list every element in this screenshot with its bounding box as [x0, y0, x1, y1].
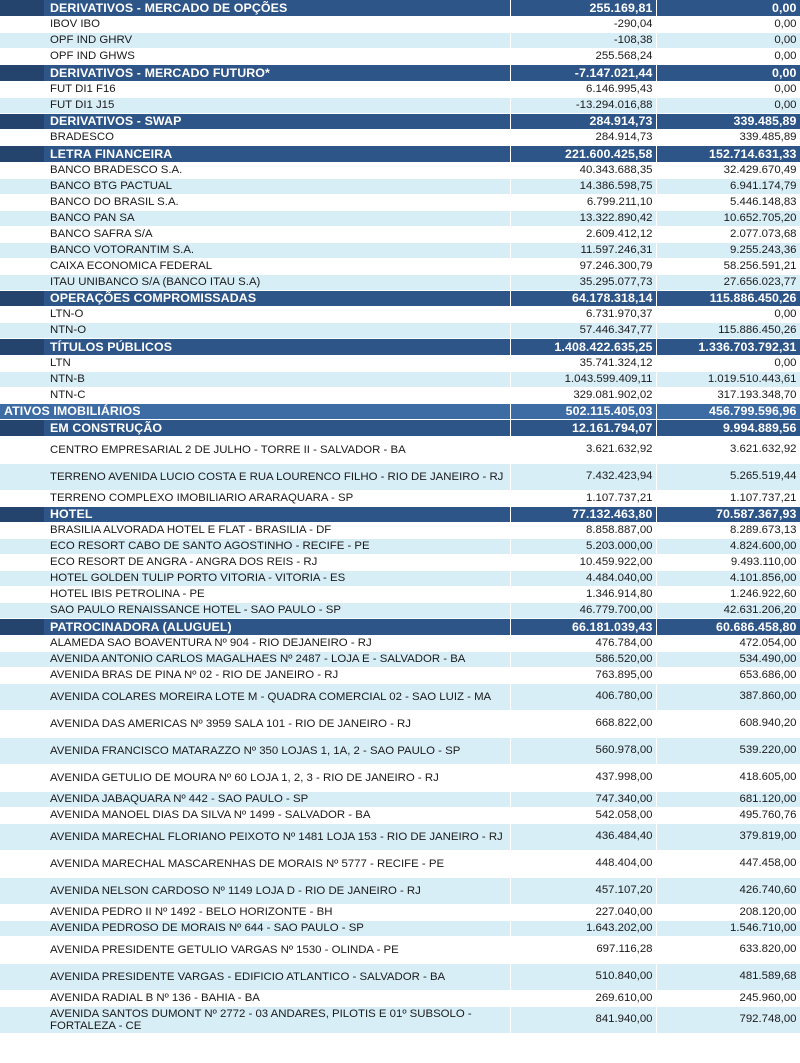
section-accent-bar — [0, 0, 44, 16]
value-current: 64.178.318,14 — [510, 290, 656, 307]
row-label — [0, 603, 510, 619]
value-current: 7.432.423,94 — [510, 463, 656, 490]
row-label — [0, 667, 510, 683]
section-label — [0, 113, 510, 130]
label-text: NTN-O — [50, 324, 87, 337]
value-previous: 317.193.348,70 — [656, 387, 800, 403]
value-previous: 681.120,00 — [656, 791, 800, 807]
label-text: BANCO BTG PACTUAL — [50, 179, 172, 192]
value-previous: 339.485,89 — [656, 130, 800, 146]
table-row — [0, 667, 800, 683]
value-previous: 58.256.591,21 — [656, 258, 800, 274]
value-previous: 208.120,00 — [656, 904, 800, 920]
value-previous: 539.220,00 — [656, 737, 800, 764]
row-label — [0, 49, 510, 65]
section-label — [0, 65, 510, 82]
value-current: 40.343.688,35 — [510, 162, 656, 178]
value-previous: 472.054,00 — [656, 635, 800, 651]
value-previous: 481.589,68 — [656, 963, 800, 990]
table-row — [0, 555, 800, 571]
table-row — [0, 710, 800, 737]
row-label — [0, 258, 510, 274]
value-previous: 1.336.703.792,31 — [656, 339, 800, 356]
row-label — [0, 651, 510, 667]
table-row — [0, 936, 800, 963]
row-label — [0, 97, 510, 113]
table-row — [0, 523, 800, 539]
table-row — [0, 963, 800, 990]
row-label — [0, 1006, 510, 1033]
label-text: BANCO VOTORANTIM S.A. — [50, 243, 195, 256]
label-text: BANCO PAN SA — [50, 211, 135, 224]
table-row — [0, 807, 800, 823]
value-current: 697.116,28 — [510, 936, 656, 963]
section-accent-bar — [0, 420, 44, 436]
value-current: 6.731.970,37 — [510, 307, 656, 323]
row-label — [0, 635, 510, 651]
section-accent-bar — [0, 507, 44, 523]
label-text: ALAMEDA SAO BOAVENTURA Nº 904 - RIO DEJANEIRO - RJ — [50, 636, 372, 649]
row-label — [0, 850, 510, 877]
row-label — [0, 490, 510, 506]
row-label — [0, 571, 510, 587]
value-current: 77.132.463,80 — [510, 506, 656, 523]
table-row — [0, 355, 800, 371]
row-label — [0, 710, 510, 737]
label-text: BANCO DO BRASIL S.A. — [50, 195, 179, 208]
value-current: 46.779.700,00 — [510, 603, 656, 619]
label-text: TERRENO COMPLEXO IMOBILIARIO ARARAQUARA - SP — [50, 491, 354, 504]
value-current: 437.998,00 — [510, 764, 656, 791]
label-text: DERIVATIVOS - MERCADO FUTURO* — [50, 65, 270, 80]
row-label — [0, 877, 510, 904]
value-current: 586.520,00 — [510, 651, 656, 667]
value-previous: 0,00 — [656, 355, 800, 371]
value-current: 2.609.412,12 — [510, 226, 656, 242]
section-accent-bar — [0, 65, 44, 81]
row-label — [0, 555, 510, 571]
table-row — [0, 737, 800, 764]
value-current: 35.741.324,12 — [510, 355, 656, 371]
table-row — [0, 990, 800, 1006]
table-row — [0, 877, 800, 904]
value-previous: 70.587.367,93 — [656, 506, 800, 523]
value-current: -108,38 — [510, 33, 656, 49]
label-text: AVENIDA PRESIDENTE VARGAS - EDIFICIO ATLANTICO - SALVADOR - BA — [50, 970, 446, 983]
value-current: 542.058,00 — [510, 807, 656, 823]
row-label — [0, 539, 510, 555]
row-label — [0, 764, 510, 791]
row-label — [0, 355, 510, 371]
value-previous: 2.077.073,68 — [656, 226, 800, 242]
value-current: 284.914,73 — [510, 130, 656, 146]
row-label — [0, 523, 510, 539]
section-header-row — [0, 146, 800, 163]
row-label — [0, 210, 510, 226]
value-current: 3.621.632,92 — [510, 436, 656, 463]
label-text: LTN-O — [50, 308, 84, 321]
table-row — [0, 307, 800, 323]
value-previous: 3.621.632,92 — [656, 436, 800, 463]
row-label — [0, 162, 510, 178]
label-text: ECO RESORT CABO DE SANTO AGOSTINHO - RECIFE - PE — [50, 540, 370, 553]
label-text: FUT DI1 F16 — [50, 82, 116, 95]
value-previous: 27.656.023,77 — [656, 274, 800, 290]
section-label — [0, 506, 510, 523]
row-label — [0, 178, 510, 194]
table-row — [0, 130, 800, 146]
value-current: 8.858.887,00 — [510, 523, 656, 539]
value-previous: 1.546.710,00 — [656, 920, 800, 936]
row-label — [0, 990, 510, 1006]
value-previous: 115.886.450,26 — [656, 290, 800, 307]
value-current: 1.043.599.409,11 — [510, 371, 656, 387]
row-label — [0, 81, 510, 97]
section-label — [0, 146, 510, 163]
row-label — [0, 436, 510, 463]
label-text: AVENIDA COLARES MOREIRA LOTE M - QUADRA COMERCIAL 02 - SAO LUIZ - MA — [50, 690, 492, 703]
table-row — [0, 791, 800, 807]
table-row — [0, 603, 800, 619]
value-previous: 5.446.148,83 — [656, 194, 800, 210]
value-current: 6.799.211,10 — [510, 194, 656, 210]
value-previous: 426.740,60 — [656, 877, 800, 904]
value-previous: 0,00 — [656, 0, 800, 17]
row-label — [0, 17, 510, 33]
row-label — [0, 242, 510, 258]
label-text: DERIVATIVOS - SWAP — [50, 114, 182, 128]
label-text: HOTEL IBIS PETROLINA - PE — [50, 588, 205, 601]
row-label — [0, 33, 510, 49]
label-text: AVENIDA PEDROSO DE MORAIS Nº 644 - SAO PAULO - SP — [50, 921, 364, 934]
value-previous: 4.824.600,00 — [656, 539, 800, 555]
row-label — [0, 587, 510, 603]
label-text: LETRA FINANCEIRA — [50, 146, 173, 161]
table-row — [0, 226, 800, 242]
label-text: NTN-C — [50, 388, 86, 401]
value-current: 1.643.202,00 — [510, 920, 656, 936]
label-text: AVENIDA JABAQUARA Nº 442 - SAO PAULO - SP — [50, 792, 309, 805]
value-previous: 339.485,89 — [656, 113, 800, 130]
value-previous: 653.686,00 — [656, 667, 800, 683]
value-current: 1.408.422.635,25 — [510, 339, 656, 356]
value-previous: 0,00 — [656, 49, 800, 65]
value-previous: 9.493.110,00 — [656, 555, 800, 571]
section-accent-bar — [0, 114, 44, 130]
section-header-row — [0, 506, 800, 523]
value-previous: 5.265.519,44 — [656, 463, 800, 490]
value-previous: 115.886.450,26 — [656, 323, 800, 339]
label-text: ATIVOS IMOBILIÁRIOS — [4, 404, 141, 418]
section-label — [0, 403, 510, 420]
value-current: 6.146.995,43 — [510, 81, 656, 97]
value-current: 4.484.040,00 — [510, 571, 656, 587]
table-row — [0, 850, 800, 877]
label-text: ITAU UNIBANCO S/A (BANCO ITAU S.A) — [50, 275, 261, 288]
value-previous: 245.960,00 — [656, 990, 800, 1006]
label-text: DERIVATIVOS - MERCADO DE OPÇÕES — [50, 0, 288, 15]
row-label — [0, 936, 510, 963]
table-row — [0, 17, 800, 33]
value-previous: 0,00 — [656, 65, 800, 82]
value-current: -7.147.021,44 — [510, 65, 656, 82]
label-text: AVENIDA PEDRO II Nº 1492 - BELO HORIZONTE - BH — [50, 905, 333, 918]
value-previous: 0,00 — [656, 81, 800, 97]
value-current: 560.978,00 — [510, 737, 656, 764]
value-current: 476.784,00 — [510, 635, 656, 651]
section-accent-bar — [0, 619, 44, 635]
row-label — [0, 807, 510, 823]
section-accent-bar — [0, 291, 44, 307]
value-previous: 495.760,76 — [656, 807, 800, 823]
value-previous: 456.799.596,96 — [656, 403, 800, 420]
value-current: 35.295.077,73 — [510, 274, 656, 290]
label-text: AVENIDA RADIAL B Nº 136 - BAHIA - BA — [50, 991, 260, 1004]
value-previous: 8.289.673,13 — [656, 523, 800, 539]
table-row — [0, 1006, 800, 1033]
row-label — [0, 791, 510, 807]
value-previous: 9.255.243,36 — [656, 242, 800, 258]
value-current: 457.107,20 — [510, 877, 656, 904]
value-current: 5.203.000,00 — [510, 539, 656, 555]
row-label — [0, 226, 510, 242]
value-current: 221.600.425,58 — [510, 146, 656, 163]
value-current: 1.346.914,80 — [510, 587, 656, 603]
row-label — [0, 274, 510, 290]
section-header-row — [0, 65, 800, 82]
row-label — [0, 371, 510, 387]
table-row — [0, 323, 800, 339]
table-row — [0, 635, 800, 651]
value-current: 97.246.300,79 — [510, 258, 656, 274]
row-label — [0, 194, 510, 210]
value-previous: 1.107.737,21 — [656, 490, 800, 506]
section-accent-bar — [0, 146, 44, 162]
table-row — [0, 587, 800, 603]
value-current: 269.610,00 — [510, 990, 656, 1006]
table-row — [0, 274, 800, 290]
row-label — [0, 323, 510, 339]
value-current: -13.294.016,88 — [510, 97, 656, 113]
value-current: 57.446.347,77 — [510, 323, 656, 339]
label-text: BRADESCO — [50, 131, 114, 144]
label-text: AVENIDA GETULIO DE MOURA Nº 60 LOJA 1, 2, 3 - RIO DE JANEIRO - RJ — [50, 771, 439, 784]
section-label — [0, 0, 510, 17]
value-previous: 0,00 — [656, 17, 800, 33]
table-row — [0, 49, 800, 65]
section-label — [0, 290, 510, 307]
label-text: AVENIDA BRAS DE PINA Nº 02 - RIO DE JANEIRO - RJ — [50, 668, 339, 681]
label-text: OPF IND GHRV — [50, 34, 133, 47]
label-text: SAO PAULO RENAISSANCE HOTEL - SAO PAULO - SP — [50, 604, 341, 617]
table-row — [0, 920, 800, 936]
value-previous: 418.605,00 — [656, 764, 800, 791]
label-text: AVENIDA DAS AMERICAS Nº 3959 SALA 101 - RIO DE JANEIRO - RJ — [50, 717, 411, 730]
value-previous: 792.748,00 — [656, 1006, 800, 1033]
label-text: BRASILIA ALVORADA HOTEL E FLAT - BRASILIA - DF — [50, 524, 332, 537]
label-text: ECO RESORT DE ANGRA - ANGRA DOS REIS - RJ — [50, 556, 318, 569]
value-previous: 152.714.631,33 — [656, 146, 800, 163]
label-text: TÍTULOS PÚBLICOS — [50, 339, 173, 354]
value-current: 510.840,00 — [510, 963, 656, 990]
value-current: 747.340,00 — [510, 791, 656, 807]
table-row — [0, 210, 800, 226]
row-label — [0, 387, 510, 403]
label-text: AVENIDA MARECHAL MASCARENHAS DE MORAIS Nº 5777 - RECIFE - PE — [50, 857, 445, 870]
table-row — [0, 823, 800, 850]
value-current: 11.597.246,31 — [510, 242, 656, 258]
label-text: AVENIDA NELSON CARDOSO Nº 1149 LOJA D - RIO DE JANEIRO - RJ — [50, 884, 421, 897]
value-previous: 6.941.174,79 — [656, 178, 800, 194]
label-text: AVENIDA PRESIDENTE GETULIO VARGAS Nº 1530 - OLINDA - PE — [50, 943, 399, 956]
value-previous: 447.458,00 — [656, 850, 800, 877]
value-previous: 60.686.458,80 — [656, 619, 800, 636]
table-row — [0, 683, 800, 710]
label-text: AVENIDA FRANCISCO MATARAZZO Nº 350 LOJAS 1, 1A, 2 - SAO PAULO - SP — [50, 744, 461, 757]
value-previous: 1.246.922,60 — [656, 587, 800, 603]
value-current: 841.940,00 — [510, 1006, 656, 1033]
value-previous: 0,00 — [656, 33, 800, 49]
value-current: 227.040,00 — [510, 904, 656, 920]
value-current: 436.484,40 — [510, 823, 656, 850]
value-current: 406.780,00 — [510, 683, 656, 710]
label-text: TERRENO AVENIDA LUCIO COSTA E RUA LOURENCO FILHO - RIO DE JANEIRO - RJ — [50, 470, 504, 483]
table-row — [0, 764, 800, 791]
table-row — [0, 436, 800, 463]
section-header-row — [0, 339, 800, 356]
row-label — [0, 920, 510, 936]
section-header-row — [0, 290, 800, 307]
table-row — [0, 387, 800, 403]
value-current: 12.161.794,07 — [510, 420, 656, 437]
label-text: HOTEL — [50, 507, 93, 521]
label-text: BANCO BRADESCO S.A. — [50, 163, 183, 176]
table-row — [0, 194, 800, 210]
value-previous: 4.101.856,00 — [656, 571, 800, 587]
value-current: 13.322.890,42 — [510, 210, 656, 226]
value-current: 502.115.405,03 — [510, 403, 656, 420]
value-current: 763.895,00 — [510, 667, 656, 683]
label-text: OPF IND GHWS — [50, 50, 135, 63]
label-text: CENTRO EMPRESARIAL 2 DE JULHO - TORRE II - SALVADOR - BA — [50, 443, 406, 456]
table-row — [0, 463, 800, 490]
label-text: AVENIDA SANTOS DUMONT Nº 2772 - 03 ANDARES, PILOTIS E 01º SUBSOLO - FORTALEZA - CE — [50, 1007, 472, 1032]
table-row — [0, 539, 800, 555]
value-current: -290,04 — [510, 17, 656, 33]
section-header-row — [0, 619, 800, 636]
label-text: OPERAÇÕES COMPROMISSADAS — [50, 291, 257, 305]
section-header-row — [0, 403, 800, 420]
table-row — [0, 904, 800, 920]
value-previous: 387.860,00 — [656, 683, 800, 710]
section-header-row — [0, 0, 800, 17]
row-label — [0, 130, 510, 146]
value-previous: 10.652.705,20 — [656, 210, 800, 226]
value-current: 329.081.902,02 — [510, 387, 656, 403]
table-row — [0, 97, 800, 113]
table-row — [0, 178, 800, 194]
value-previous: 633.820,00 — [656, 936, 800, 963]
table-row — [0, 258, 800, 274]
section-header-row — [0, 420, 800, 437]
label-text: AVENIDA MARECHAL FLORIANO PEIXOTO Nº 1481 LOJA 153 - RIO DE JANEIRO - RJ — [50, 830, 503, 843]
section-accent-bar — [0, 339, 44, 355]
row-label — [0, 963, 510, 990]
table-row — [0, 162, 800, 178]
row-label — [0, 307, 510, 323]
value-current: 14.386.598,75 — [510, 178, 656, 194]
value-current: 448.404,00 — [510, 850, 656, 877]
value-current: 255.169,81 — [510, 0, 656, 17]
table-row — [0, 81, 800, 97]
label-text: NTN-B — [50, 372, 85, 385]
value-current: 10.459.922,00 — [510, 555, 656, 571]
value-current: 284.914,73 — [510, 113, 656, 130]
row-label — [0, 823, 510, 850]
value-previous: 379.819,00 — [656, 823, 800, 850]
section-label — [0, 619, 510, 636]
value-current: 255.568,24 — [510, 49, 656, 65]
value-current: 1.107.737,21 — [510, 490, 656, 506]
value-previous: 0,00 — [656, 97, 800, 113]
row-label — [0, 463, 510, 490]
value-previous: 0,00 — [656, 307, 800, 323]
table-row — [0, 371, 800, 387]
table-row — [0, 33, 800, 49]
value-previous: 42.631.206,20 — [656, 603, 800, 619]
label-text: AVENIDA ANTONIO CARLOS MAGALHAES Nº 2487 - LOJA E - SALVADOR - BA — [50, 652, 466, 665]
value-previous: 534.490,00 — [656, 651, 800, 667]
value-previous: 608.940,20 — [656, 710, 800, 737]
table-row — [0, 490, 800, 506]
table-row — [0, 571, 800, 587]
row-label — [0, 683, 510, 710]
value-current: 66.181.039,43 — [510, 619, 656, 636]
label-text: IBOV IBO — [50, 18, 101, 31]
row-label — [0, 737, 510, 764]
label-text: BANCO SAFRA S/A — [50, 227, 153, 240]
table-row — [0, 651, 800, 667]
value-previous: 32.429.670,49 — [656, 162, 800, 178]
section-header-row — [0, 113, 800, 130]
value-previous: 1.019.510.443,61 — [656, 371, 800, 387]
row-label — [0, 904, 510, 920]
section-label — [0, 339, 510, 356]
label-text: EM CONSTRUÇÃO — [50, 420, 163, 435]
table-row — [0, 242, 800, 258]
value-current: 668.822,00 — [510, 710, 656, 737]
section-label — [0, 420, 510, 437]
label-text: FUT DI1 J15 — [50, 98, 115, 111]
value-previous: 9.994.889,56 — [656, 420, 800, 437]
label-text: AVENIDA MANOEL DIAS DA SILVA Nº 1499 - SALVADOR - BA — [50, 808, 371, 821]
label-text: PATROCINADORA (ALUGUEL) — [50, 619, 232, 634]
label-text: CAIXA ECONOMICA FEDERAL — [50, 259, 213, 272]
label-text: LTN — [50, 356, 71, 369]
label-text: HOTEL GOLDEN TULIP PORTO VITORIA - VITORIA - ES — [50, 572, 346, 585]
